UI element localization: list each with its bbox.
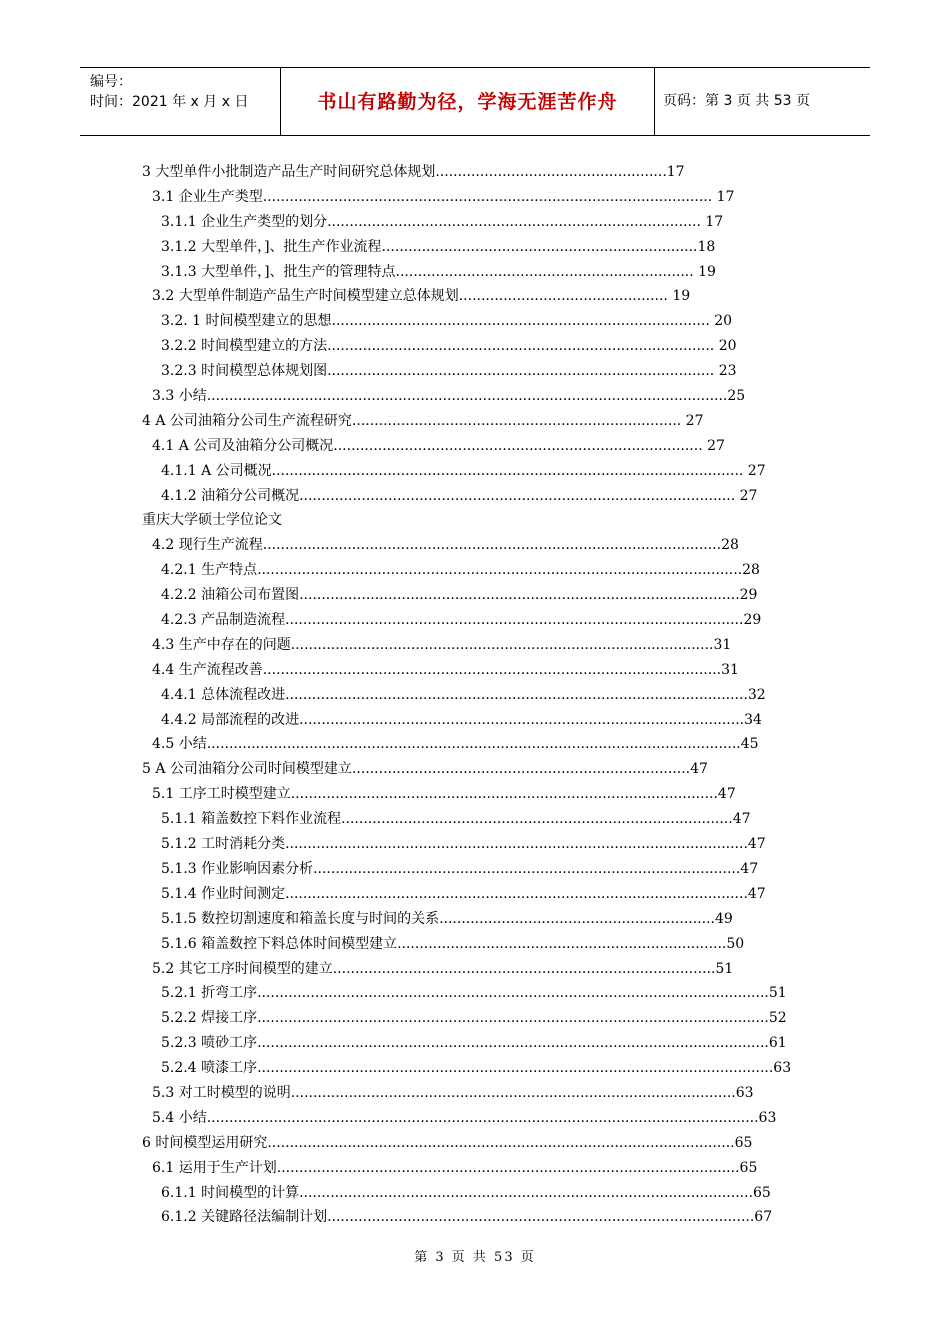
- toc-entry[interactable]: 4.5 小结........................................................................................................................45: [152, 736, 759, 753]
- toc-entry[interactable]: 3.2.2 时间模型建立的方法....................................................................................... 20: [161, 338, 737, 355]
- toc-entry[interactable]: 4.2.1 生产特点.............................................................................................................28: [161, 562, 760, 579]
- toc-entry[interactable]: 6.1 运用于生产计划........................................................................................................65: [152, 1159, 758, 1176]
- toc-entry[interactable]: 3.2.3 时间模型总体规划图....................................................................................... 23: [161, 363, 737, 380]
- toc-entry[interactable]: 4.3 生产中存在的问题...............................................................................................31: [152, 636, 732, 653]
- toc-entry[interactable]: 5.1.2 工时消耗分类........................................................................................................47: [161, 836, 766, 853]
- page-code: 页码：第 3 页 共 53 页: [663, 93, 810, 109]
- toc-entry[interactable]: 5.1 工序工时模型建立................................................................................................47: [152, 786, 736, 803]
- toc-entry[interactable]: 5.2.3 喷砂工序...................................................................................................................61: [161, 1035, 787, 1052]
- toc-entry[interactable]: 5.1.3 作业影响因素分析................................................................................................47: [161, 860, 759, 877]
- header-meta: [80, 68, 281, 135]
- document-number-label: 编号：: [90, 74, 132, 90]
- toc-entry[interactable]: 4.4.1 总体流程改进........................................................................................................32: [161, 686, 766, 703]
- toc-entry[interactable]: 5.1.5 数控切割速度和箱盖长度与时间的关系..............................................................49: [161, 910, 733, 927]
- toc-entry[interactable]: 4.4 生产流程改善.......................................................................................................31: [152, 661, 739, 678]
- table-of-contents: [142, 160, 792, 1230]
- toc-entry[interactable]: 5.3 对工时模型的说明....................................................................................................63: [152, 1084, 754, 1101]
- toc-entry[interactable]: 3.2 大型单件制造产品生产时间模型建立总体规划............................................... 19: [152, 288, 691, 305]
- toc-entry[interactable]: 3.1.2 大型单件，]、批生产作业流程.......................................................................18: [161, 238, 716, 255]
- page-footer: 第 3 页 共 53 页: [414, 1250, 536, 1265]
- toc-entry[interactable]: 5.1.6 箱盖数控下料总体时间模型建立..........................................................................50: [161, 935, 745, 952]
- toc-entry[interactable]: 重庆大学硕士学位论文: [142, 512, 282, 529]
- toc-entry[interactable]: 4.2.3 产品制造流程.......................................................................................................29: [161, 612, 762, 629]
- toc-entry[interactable]: 4.2.2 油箱公司布置图...................................................................................................29: [161, 587, 758, 604]
- toc-entry[interactable]: 3.1.1 企业生产类型的划分.................................................................................... 17: [161, 213, 724, 230]
- motto: 书山有路勤为径，学海无涯苦作舟: [317, 91, 618, 113]
- toc-entry[interactable]: 4.4.2 局部流程的改进....................................................................................................34: [161, 711, 762, 728]
- toc-entry[interactable]: 3 大型单件小批制造产品生产时间研究总体规划....................................................17: [142, 164, 685, 180]
- toc-entry[interactable]: 3.1.3 大型单件，]、批生产的管理特点................................................................... 19: [161, 263, 716, 280]
- toc-entry[interactable]: 3.2. 1 时间模型建立的思想..................................................................................... 20: [161, 313, 733, 330]
- toc-entry[interactable]: 4.1.2 油箱分公司概况.................................................................................................. 27: [161, 487, 758, 504]
- toc-entry[interactable]: 4.2 现行生产流程.......................................................................................................28: [152, 537, 739, 554]
- toc-entry[interactable]: 5.1.1 箱盖数控下料作业流程........................................................................................47: [161, 811, 751, 828]
- toc-entry[interactable]: 5.4 小结............................................................................................................................63: [152, 1109, 777, 1126]
- toc-entry[interactable]: 5 A 公司油箱分公司时间模型建立............................................................................47: [142, 761, 708, 778]
- toc-entry[interactable]: 5.2.2 焊接工序...................................................................................................................52: [161, 1010, 787, 1027]
- toc-entry[interactable]: 3.3 小结.....................................................................................................................25: [152, 388, 746, 405]
- document-date: 时间：2021 年 x 月 x 日: [90, 94, 249, 110]
- header-motto-cell: [281, 68, 655, 135]
- toc-entry[interactable]: 4 A 公司油箱分公司生产流程研究.......................................................................... 27: [142, 412, 704, 429]
- toc-entry[interactable]: 5.2.1 折弯工序...................................................................................................................51: [161, 985, 787, 1002]
- toc-entry[interactable]: 6 时间模型运用研究.........................................................................................................65: [142, 1134, 753, 1151]
- toc-entry[interactable]: 5.2 其它工序时间模型的建立......................................................................................51: [152, 960, 734, 977]
- page-header: [80, 67, 870, 136]
- toc-entry[interactable]: 4.1.1 A 公司概况.......................................................................................................... 27: [161, 462, 766, 479]
- toc-entry[interactable]: 6.1.2 关键路径法编制计划................................................................................................67: [161, 1209, 773, 1226]
- toc-entry[interactable]: 3.1 企业生产类型..................................................................................................... 17: [152, 188, 735, 205]
- toc-entry[interactable]: 6.1.1 时间模型的计算......................................................................................................65: [161, 1184, 771, 1201]
- toc-entry[interactable]: 5.1.4 作业时间测定........................................................................................................47: [161, 885, 766, 902]
- toc-entry[interactable]: 4.1 A 公司及油箱分公司概况................................................................................... 27: [152, 437, 725, 454]
- toc-entry[interactable]: 5.2.4 喷漆工序....................................................................................................................63: [161, 1060, 792, 1077]
